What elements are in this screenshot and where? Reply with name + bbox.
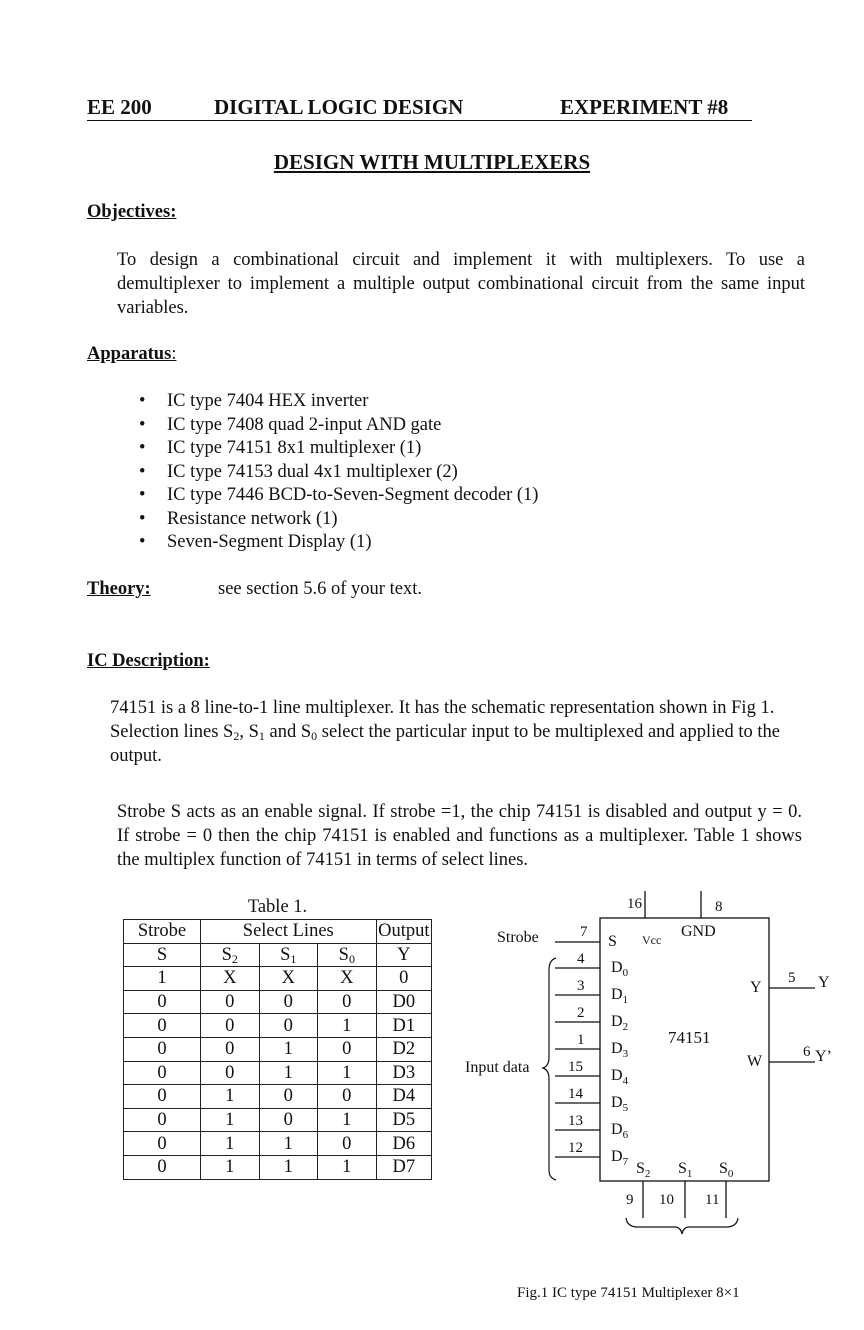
table-header-cell: $S_1$ <box>259 943 318 967</box>
pin-label: $D_2$ <box>611 1013 629 1033</box>
pin-number: 4 <box>577 951 585 967</box>
table-cell: 0 <box>124 1108 201 1132</box>
table-cell: D5 <box>376 1108 431 1132</box>
pin-number: 11 <box>705 1192 720 1208</box>
table-cell: 0 <box>259 1014 318 1038</box>
apparatus-item: • IC type 74153 dual 4x1 multiplexer (2) <box>117 461 538 485</box>
table-cell: 0 <box>201 1037 260 1061</box>
table-cell: 1 <box>259 1037 318 1061</box>
pin-number: 7 <box>580 924 588 940</box>
table-cell: D3 <box>376 1061 431 1085</box>
table-cell: D0 <box>376 990 431 1014</box>
pin-number: 13 <box>568 1113 583 1129</box>
pin-number: 1 <box>577 1032 585 1048</box>
table-cell: X <box>201 967 260 991</box>
table-header-cell: $S_0$ <box>318 943 377 967</box>
table-cell: 0 <box>124 1014 201 1038</box>
apparatus-item: • IC type 7446 BCD-to-Seven-Segment decoder (1) <box>117 484 538 508</box>
pin-label: $D_4$ <box>611 1067 629 1087</box>
objectives-text: To design a combinational circuit and implement it with multiplexers. To use a demultiplexer to implement a multiple output combinational circuit from the same input variables. <box>117 250 805 318</box>
pin-number: 3 <box>577 978 585 994</box>
input-data-label: Input data <box>465 1059 530 1076</box>
output-label: Y <box>818 974 830 991</box>
table-cell: 0 <box>259 990 318 1014</box>
table-caption: Table 1. <box>247 897 308 917</box>
table-cell: D6 <box>376 1132 431 1156</box>
apparatus-item: • IC type 7408 quad 2-input AND gate <box>117 414 538 438</box>
table-cell: 0 <box>124 1155 201 1179</box>
pin-label: $S_0$ <box>719 1160 734 1180</box>
table-header-cell: Output <box>376 920 431 944</box>
page-title: DESIGN WITH MULTIPLEXERS <box>273 150 591 174</box>
table-header-cell: Strobe <box>124 920 201 944</box>
pin-label: $D_3$ <box>611 1040 629 1060</box>
objectives-heading: Objectives: <box>87 202 177 222</box>
table-cell: D4 <box>376 1085 431 1109</box>
apparatus-heading: Apparatus: <box>87 344 177 364</box>
pin-number: 16 <box>627 896 642 912</box>
apparatus-item: • Resistance network (1) <box>117 508 538 532</box>
pin-label: $S_1$ <box>678 1160 693 1180</box>
pin-number: 10 <box>659 1192 674 1208</box>
table-cell: 0 <box>259 1108 318 1132</box>
pin-label: W <box>747 1053 763 1070</box>
table-cell: 1 <box>318 1155 377 1179</box>
table-header-cell: Select Lines <box>201 920 377 944</box>
pin-number: 9 <box>626 1192 634 1208</box>
table-cell: 0 <box>318 990 377 1014</box>
table-cell: D2 <box>376 1037 431 1061</box>
table-cell: 0 <box>318 1132 377 1156</box>
pin-label: $D_1$ <box>611 986 629 1006</box>
strobe-label: Strobe <box>497 929 539 946</box>
table-cell: X <box>259 967 318 991</box>
figure-caption: Fig.1 IC type 74151 Multiplexer 8×1 <box>517 1285 740 1301</box>
pin-label: $D_5$ <box>611 1094 629 1114</box>
table-cell: 1 <box>318 1014 377 1038</box>
pin-number: 6 <box>803 1044 811 1060</box>
table-cell: 0 <box>124 1037 201 1061</box>
pin-label: GND <box>681 923 716 940</box>
input-brace <box>543 958 556 1180</box>
table-cell: 0 <box>259 1085 318 1109</box>
pin-label: Vcc <box>642 933 662 947</box>
pin-label: S <box>608 933 617 950</box>
table-cell: 1 <box>201 1132 260 1156</box>
table-cell: 1 <box>318 1108 377 1132</box>
table-cell: 1 <box>124 967 201 991</box>
table-cell: 0 <box>376 967 431 991</box>
pin-number: 14 <box>568 1086 583 1102</box>
theory-text: see section 5.6 of your text. <box>218 579 422 599</box>
table-cell: 1 <box>201 1155 260 1179</box>
table-cell: 1 <box>259 1061 318 1085</box>
table-cell: 0 <box>318 1037 377 1061</box>
table-cell: 0 <box>124 990 201 1014</box>
table-header-cell: $S_2$ <box>201 943 260 967</box>
select-brace <box>626 1218 738 1234</box>
pin-number: 15 <box>568 1059 583 1075</box>
experiment-number: EXPERIMENT #8 <box>560 95 729 119</box>
table-cell: 0 <box>201 1061 260 1085</box>
table-cell: 0 <box>201 1014 260 1038</box>
course-title: DIGITAL LOGIC DESIGN <box>214 95 464 119</box>
strobe-paragraph: Strobe S acts as an enable signal. If strobe =1, the chip 74151 is disabled and output y = 0. If strobe = 0 then the chip 74151 is enabled and functions as a multiplexer. Table 1 shows the multiplex function of 74151 in terms of select lines. <box>117 802 802 870</box>
table-cell: D7 <box>376 1155 431 1179</box>
ic-description-heading: IC Description: <box>87 651 210 671</box>
pin-number: 5 <box>788 970 796 986</box>
chip-label: 74151 <box>668 1028 711 1047</box>
table-header-cell: Y <box>376 943 431 967</box>
table-cell: 0 <box>124 1132 201 1156</box>
ic-description-paragraph: 74151 is a 8 line-to-1 line multiplexer. It has the schematic representation shown in Fig 1. Selection lines $S_2$, $S_1$ and $S_0$ select the particular input to be multiplexed and applied to the output. <box>110 698 780 766</box>
table-cell: X <box>318 967 377 991</box>
table-cell: 1 <box>201 1108 260 1132</box>
table-cell: 0 <box>201 990 260 1014</box>
pin-number: 12 <box>568 1140 583 1156</box>
pin-label: $S_2$ <box>636 1160 651 1180</box>
table-cell: 1 <box>259 1155 318 1179</box>
apparatus-item: • IC type 7404 HEX inverter <box>117 390 538 414</box>
output-label: Y’ <box>815 1048 832 1065</box>
table-cell: 0 <box>124 1061 201 1085</box>
pin-label: $D_7$ <box>611 1148 629 1168</box>
pin-label: $D_6$ <box>611 1121 629 1141</box>
pin-label: $D_0$ <box>611 959 629 979</box>
theory-heading: Theory: <box>87 579 151 599</box>
table-cell: 1 <box>259 1132 318 1156</box>
table-cell: 1 <box>201 1085 260 1109</box>
table-cell: 1 <box>318 1061 377 1085</box>
pin-label: Y <box>750 979 762 996</box>
course-code: EE 200 <box>87 95 152 119</box>
apparatus-item: • IC type 74151 8x1 multiplexer (1) <box>117 437 538 461</box>
table-cell: 0 <box>318 1085 377 1109</box>
table-cell: D1 <box>376 1014 431 1038</box>
apparatus-item: • Seven-Segment Display (1) <box>117 531 538 555</box>
table-header-cell: S <box>124 943 201 967</box>
pin-number: 8 <box>715 899 723 915</box>
table-cell: 0 <box>124 1085 201 1109</box>
pin-number: 2 <box>577 1005 585 1021</box>
